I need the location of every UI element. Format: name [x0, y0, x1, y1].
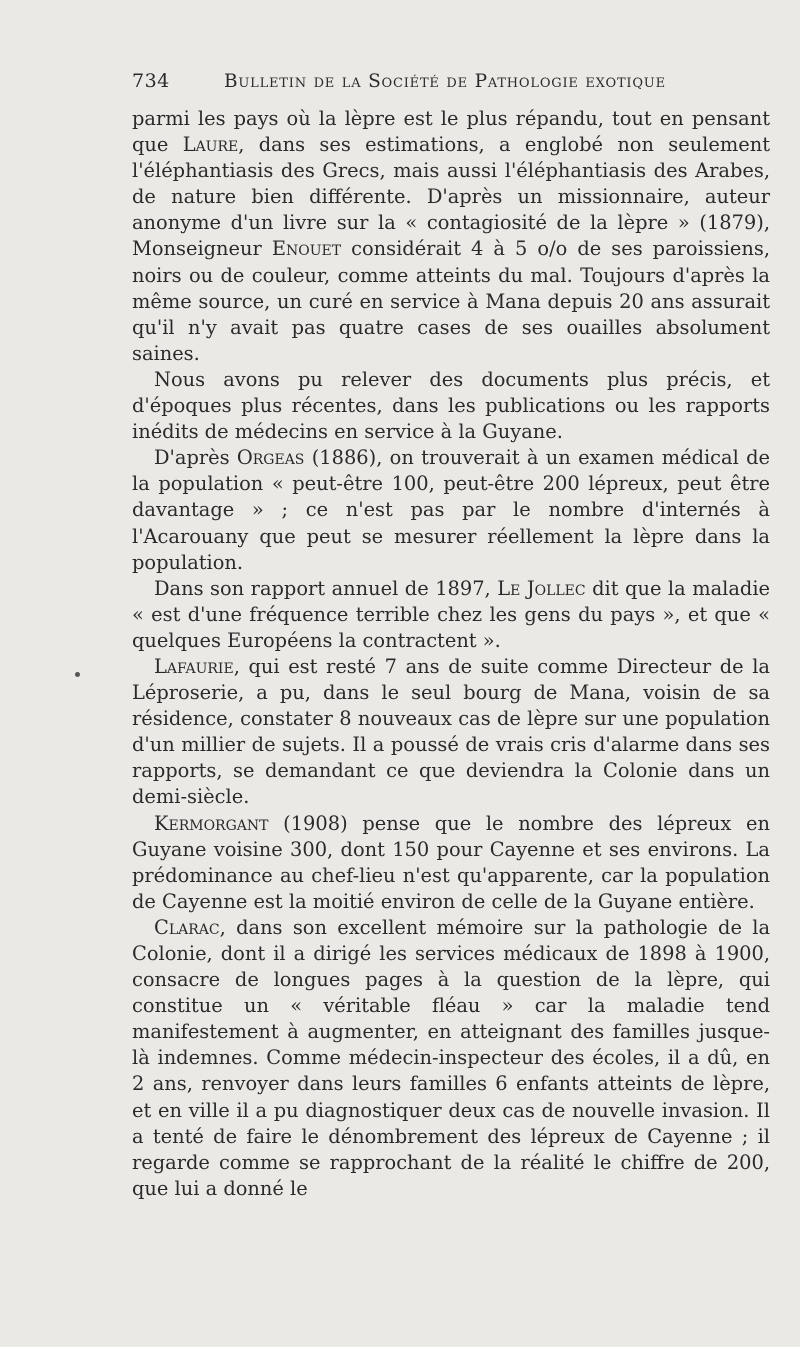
body-text: [132, 106, 770, 1202]
page-number: 734: [132, 70, 170, 92]
text-run: parmi les pays où la lèpre est le plus répandu, tout en pensant que: [132, 107, 770, 157]
text-run: , qui est resté 7 ans de suite comme Directeur de la Léproserie, a pu, dans le seul bourg de Mana, voisin de sa résidence, constater 8 nouveaux cas de lèpre sur une population d'un millier de sujets. Il a poussé de vrais cris d'alarme dans ses rapports, se demandant ce que deviendra la Colonie dans un demi-siècle.: [132, 654, 770, 809]
text-run: (1908) pense que le nombre des lépreux en Guyane voisine 300, dont 150 pour Cayenne et ses environs. La prédominance au chef-lieu n'est qu'apparente, car la population de Cayenne est la moitié environ de celle de la Guyane entière.: [132, 811, 770, 913]
text-run: considérait 4 à 5 o/o de ses paroissiens, noirs ou de couleur, comme atteints du mal. Toujours d'après la même source, un curé en service à Mana depuis 20 ans assurait qu'il n'y avait pas quatre cases de ses ouailles absolument saines.: [132, 237, 770, 365]
text-run: D'après: [154, 446, 237, 470]
text-run: , dans ses estimations, a englobé non seulement l'éléphantiasis des Grecs, mais aussi l'éléphantiasis des Arabes, de nature bien différente. D'après un missionnaire, auteur anonyme d'un livre sur la « contagiosité de la lèpre » (1879), Monseigneur: [132, 133, 771, 261]
text-run: Nous avons pu relever des documents plus précis, et d'époques plus récentes, dans les publications ou les rapports inédits de médecins en service à la Guyane.: [132, 367, 770, 444]
paragraph: [132, 445, 770, 575]
text-run: dit que la maladie « est d'une fréquence terrible chez les gens du pays », et que « quelques Européens la contractent ».: [132, 576, 770, 652]
author-name: Orgeas: [236, 446, 305, 470]
author-name: Kermorgant: [154, 811, 269, 835]
running-title: Bulletin de la Société de Pathologie exotique: [224, 71, 666, 92]
paragraph: [132, 915, 770, 1202]
author-name: Le Jollec: [497, 576, 586, 600]
paragraph: [132, 576, 770, 654]
ink-spot: [75, 672, 80, 677]
text-run: Dans son rapport annuel de 1897,: [154, 576, 498, 600]
text-run: (1886), on trouverait à un examen médical de la population « peut-être 100, peut-être 200 lépreux, peut être davantage » ; ce n'est pas par le nombre d'internés à l'Acarouany que peut se mesurer réellement la lèpre dans la population.: [132, 446, 770, 574]
author-name: Lafaurie: [154, 654, 234, 678]
paragraph: [132, 367, 770, 445]
paragraph: [132, 811, 770, 915]
page-header: [132, 70, 770, 92]
author-name: Laure: [182, 133, 239, 157]
paragraph: [132, 106, 770, 367]
paragraph: [132, 654, 770, 811]
text-run: , dans son excellent mémoire sur la pathologie de la Colonie, dont il a dirigé les services médicaux de 1898 à 1900, consacre de longues pages à la question de la lèpre, qui constitue un « véritable fléau » car la maladie tend manifestement à augmenter, en atteignant des familles jusque-là indemnes. Comme médecin-inspecteur des écoles, il a dû, en 2 ans, renvoyer dans leurs familles 6 enfants atteints de lèpre, et en ville il a pu diagnostiquer deux cas de nouvelle invasion. Il a tenté de faire le dénombrement des lépreux de Cayenne ; il regarde comme se rapprochant de la réalité le chiffre de 200, que lui a donné le: [132, 915, 770, 1200]
author-name: Enouet: [271, 237, 342, 261]
author-name: Clarac: [154, 915, 220, 939]
